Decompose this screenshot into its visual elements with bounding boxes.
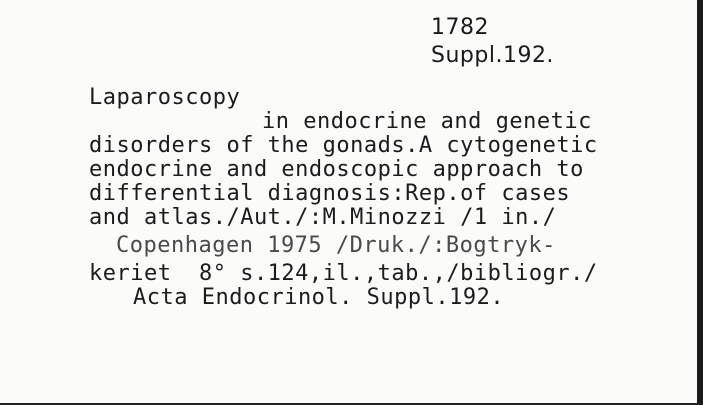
call-number: 1782 xyxy=(431,15,489,40)
entry-heading: Laparoscopy xyxy=(89,85,241,110)
title-line-3: endocrine and endoscopic approach to xyxy=(89,157,584,182)
card-edge-shadow xyxy=(697,0,703,405)
title-line-1: in endocrine and genetic xyxy=(262,109,592,134)
author-line: and atlas./Aut./:M.Minozzi /1 in./ xyxy=(89,205,557,230)
collation-line: keriet 8° s.124,il.,tab.,/bibliogr./ xyxy=(89,261,598,286)
series-line: Acta Endocrinol. Suppl.192. xyxy=(133,285,505,310)
call-number-series: Suppl.192. xyxy=(431,43,554,68)
title-line-4: differential diagnosis:Rep.of cases xyxy=(89,181,571,206)
title-line-2: disorders of the gonads.A cytogenetic xyxy=(89,133,598,158)
publication-line: Copenhagen 1975 /Druk./:Bogtryk- xyxy=(116,233,556,258)
